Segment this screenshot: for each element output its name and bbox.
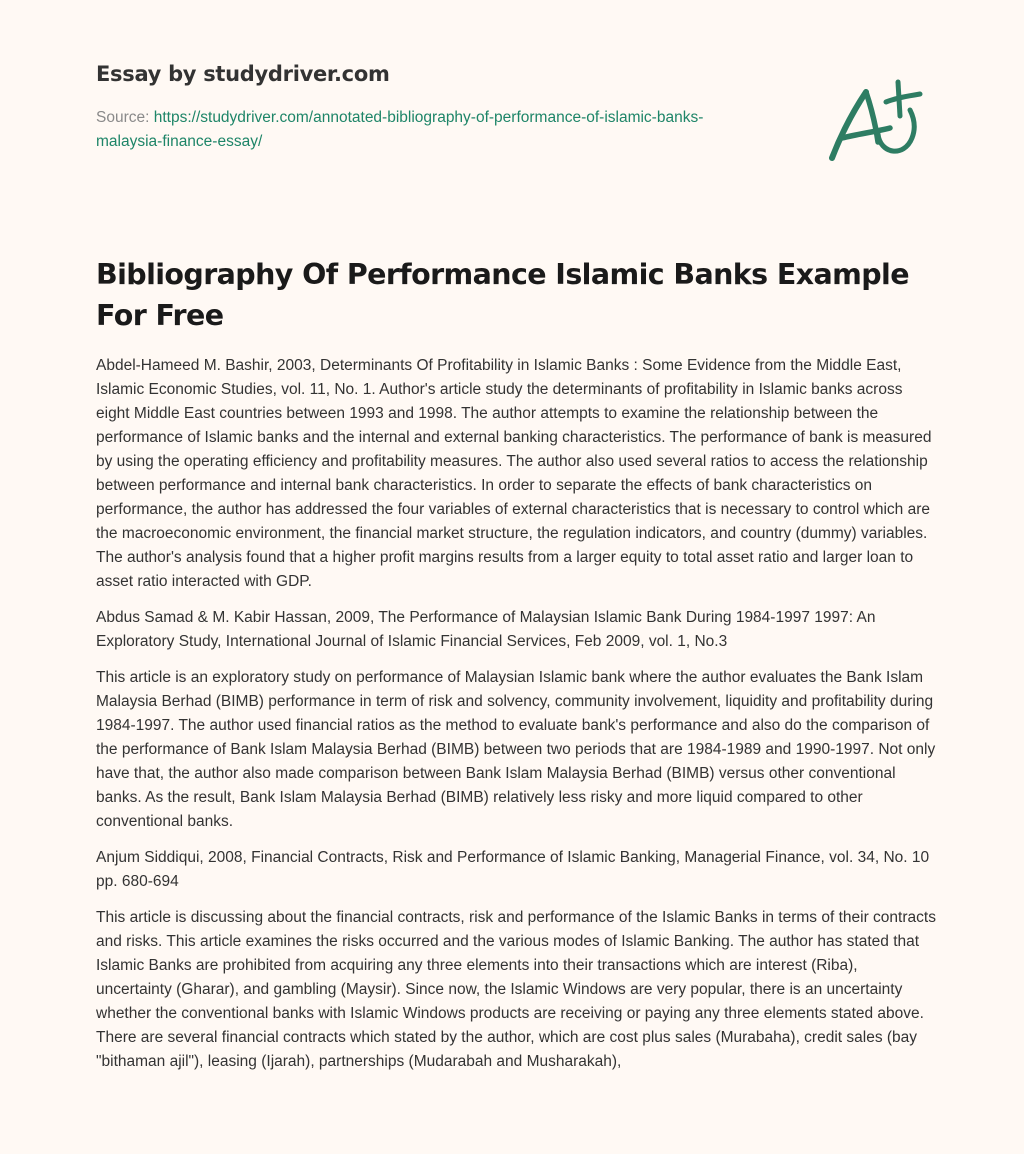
source-label: Source: xyxy=(96,109,154,126)
site-header xyxy=(96,62,736,154)
site-title: Essay by studydriver.com xyxy=(96,62,390,86)
paragraph-siddiqui-summary: This article is discussing about the financial contracts, risk and performance of the Islamic Banks in terms of their contracts and risks. This article examines the risks occurred and the various modes of Islamic Banking. The author has stated that Islamic Banks are prohibited from acquiring any three elements into their transactions which are interest (Riba), uncertainty (Gharar), and gambling (Maysir). Since now, the Islamic Windows are very popular, there is an uncertainty whether the conventional banks with Islamic Windows products are receiving or paying any three elements stated above. There are several financial contracts which stated by the author, which are cost plus sales (Murabaha), credit sales (bay "bithaman ajil"), leasing (Ijarah), partnerships (Mudarabah and Musharakah), xyxy=(96,909,936,1070)
source-link[interactable]: https://studydriver.com/annotated-bibliography-of-performance-of-islamic-banks-malaysia-finance-essay/ xyxy=(96,109,704,150)
a-plus-grade-icon xyxy=(820,62,930,172)
paragraph-siddiqui-citation: Anjum Siddiqui, 2008, Financial Contracts, Risk and Performance of Islamic Banking, Managerial Finance, vol. 34, No. 10 pp. 680-694 xyxy=(96,849,930,890)
article-title: Bibliography Of Performance Islamic Banks Example For Free xyxy=(96,258,909,332)
source-line xyxy=(96,106,736,154)
paragraph-samad-citation: Abdus Samad & M. Kabir Hassan, 2009, The Performance of Malaysian Islamic Bank During 1984-1997 1997: An Exploratory Study, International Journal of Islamic Financial Services, Feb 2009, vol. 1, No.3 xyxy=(96,609,876,650)
paragraph-bashir-citation: Abdel-Hameed M. Bashir, 2003, Determinants Of Profitability in Islamic Banks : Some Evidence from the Middle East, Islamic Economic Studies, vol. 11, No. 1. Author's article study the determinants of profitability in Islamic banks across eight Middle East countries between 1993 and 1998. The author attempts to examine the relationship between the performance of Islamic banks and the internal and external banking characteristics. The performance of bank is measured by using the operating efficiency and profitability measures. The author also used several ratios to access the relationship between performance and internal bank characteristics. In order to separate the effects of bank characteristics on performance, the author has addressed the four variables of external characteristics that is necessary to control which are the macroeconomic environment, the financial market structure, the regulation indicators, and country (dummy) variables. The author's analysis found that a higher profit margins results from a larger equity to total asset ratio and larger loan to asset ratio interacted with GDP. xyxy=(96,357,932,590)
paragraph-samad-summary: This article is an exploratory study on performance of Malaysian Islamic bank where the author evaluates the Bank Islam Malaysia Berhad (BIMB) performance in term of risk and solvency, community involvement, liquidity and profitability during 1984-1997. The author used financial ratios as the method to evaluate bank's performance and also do the comparison of the performance of Bank Islam Malaysia Berhad (BIMB) between two periods that are 1984-1989 and 1990-1997. Not only have that, the author also made comparison between Bank Islam Malaysia Berhad (BIMB) versus other conventional banks. As the result, Bank Islam Malaysia Berhad (BIMB) relatively less risky and more liquid compared to other conventional banks. xyxy=(96,669,936,830)
article-body xyxy=(96,354,936,1086)
